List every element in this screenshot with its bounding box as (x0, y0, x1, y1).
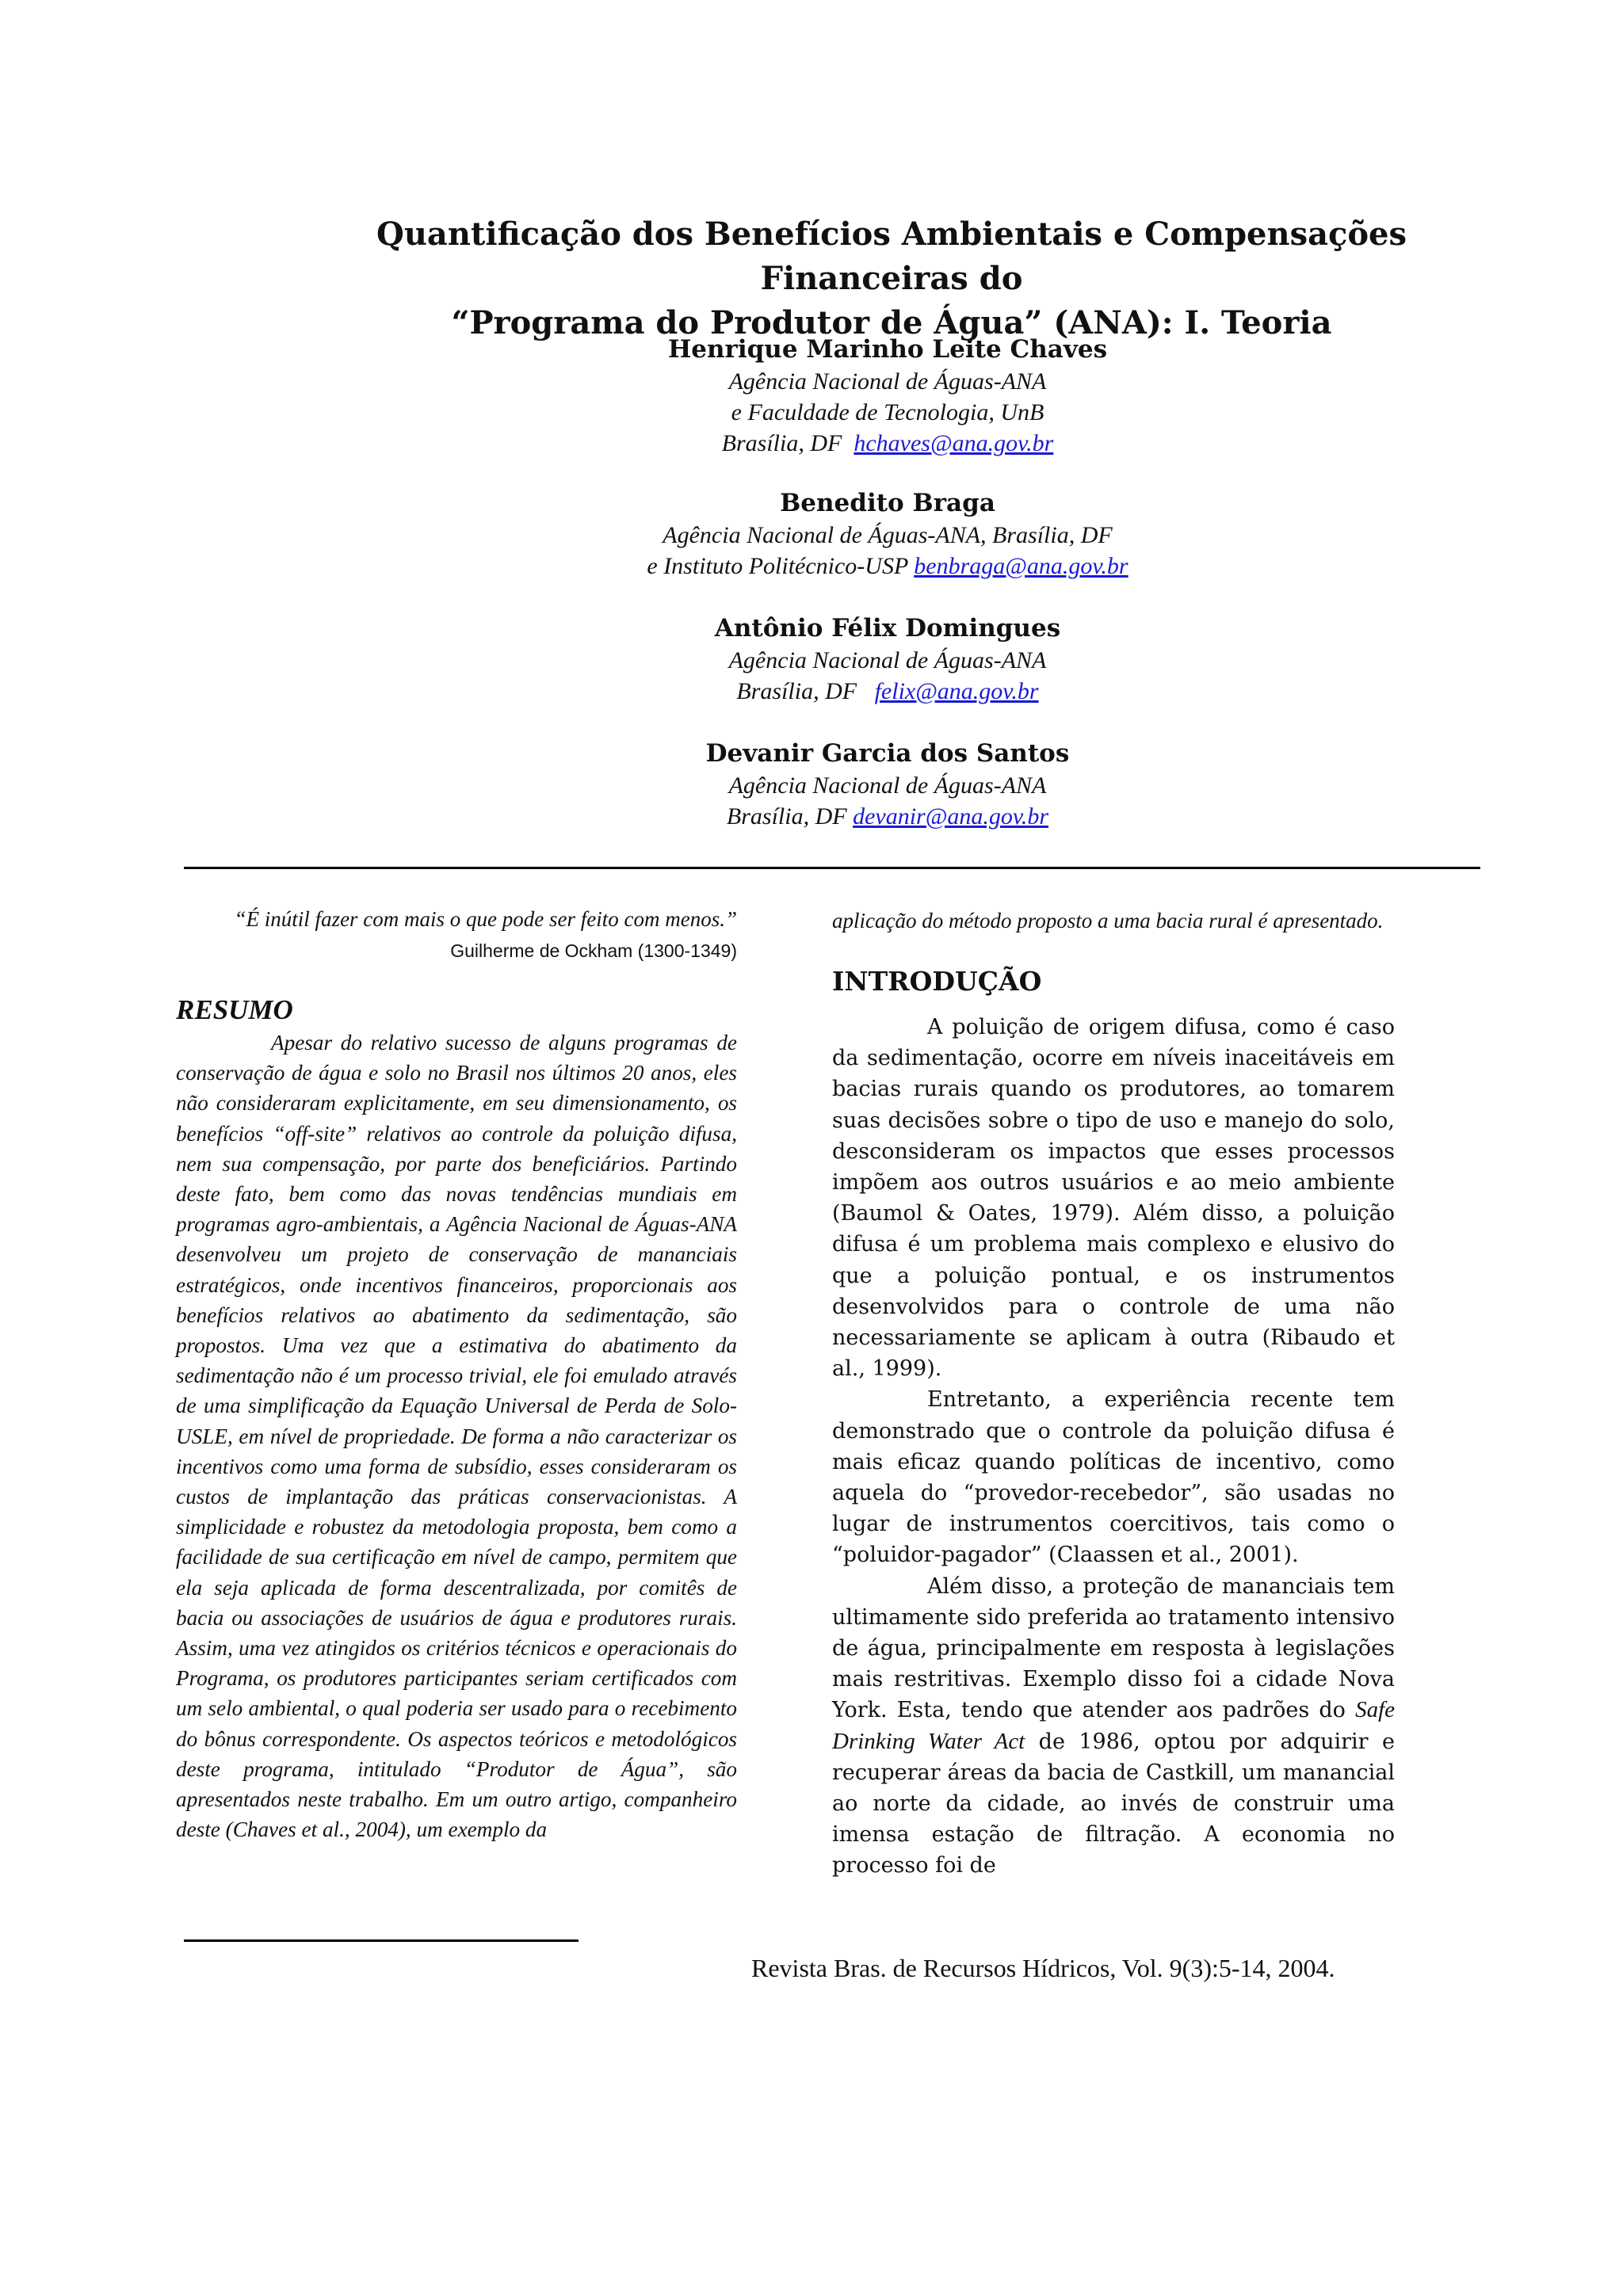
author-email-link[interactable]: felix@ana.gov.br (874, 678, 1039, 704)
resumo-heading: RESUMO (176, 994, 293, 1025)
act-name: Safe Drinking Water Act (832, 1697, 1395, 1754)
author-block (571, 612, 1205, 707)
right-column (832, 906, 1395, 1882)
author-affiliation: Agência Nacional de Águas-ANA (728, 368, 1047, 395)
author-location: Brasília, DF felix@ana.gov.br (736, 678, 1039, 704)
title-line-1: Quantificação dos Benefícios Ambientais e Compensações Financeiras do (376, 215, 1407, 297)
author-email-link[interactable]: hchaves@ana.gov.br (854, 430, 1054, 456)
author-block (571, 737, 1205, 832)
author-location: Brasília, DF devanir@ana.gov.br (726, 803, 1049, 830)
author-block (571, 333, 1205, 459)
author-location: e Instituto Politécnico-USP benbraga@ana.gov.br (647, 553, 1128, 579)
author-name: Antônio Félix Domingues (714, 614, 1061, 643)
author-name: Benedito Braga (780, 489, 995, 517)
author-affiliation: Agência Nacional de Águas-ANA (728, 772, 1047, 799)
epigraph-author: Guilherme de Ockham (1300-1349) (450, 940, 737, 961)
author-affiliation: Agência Nacional de Águas-ANA (728, 647, 1047, 673)
header-divider (184, 867, 1480, 869)
left-column (176, 906, 737, 1844)
author-name: Henrique Marinho Leite Chaves (667, 335, 1108, 364)
author-email-link[interactable]: benbraga@ana.gov.br (914, 553, 1128, 579)
resumo-body: Apesar do relativo sucesso de alguns programas de conservação de água e solo no Brasil nos últimos 20 anos, eles não consideraram explicitamente, em seu dimensionamento, os benefícios “off-site” relativos ao controle da poluição difusa, nem sua compensação, por parte dos beneficiários. Partindo deste fato, bem como das novas tendências mundiais em programas agro-ambientais, a Agência Nacional de Águas-ANA desenvolveu um projeto de conservação de mananciais estratégicos, onde incentivos financeiros, proporcionais aos benefícios relativos ao abatimento da sedimentação, são propostos. Uma vez que a estimativa do abatimento da sedimentação não é um processo trivial, ele foi emulado através de uma simplificação da Equação Universal de Perda de Solo-USLE, em nível de propriedade. De forma a não caracterizar os incentivos como uma forma de subsídio, esses consideraram os custos de implantação das práticas conservacionistas. A simplicidade e robustez da metodologia proposta, bem como a facilidade de sua certificação em nível de campo, permitem que ela seja aplicada de forma descentralizada, por comitês de bacia ou associações de usuários de água e produtores rurais. Assim, uma vez atingidos os critérios técnicos e operacionais do Programa, os produtores participantes seriam certificados com um selo ambiental, o qual poderia ser usado para o recebimento do bônus correspondente. Os aspectos teóricos e metodológicos deste programa, intitulado “Produtor de Água”, são apresentados neste trabalho. Em um outro artigo, companheiro deste (Chaves et al., 2004), um exemplo da (176, 1031, 737, 1842)
epigraph-quote: “É inútil fazer com mais o que pode ser feito com menos.” (234, 907, 737, 931)
author-email-link[interactable]: devanir@ana.gov.br (853, 803, 1049, 830)
journal-citation: Revista Bras. de Recursos Hídricos, Vol. 9(3):5-14, 2004. (751, 1954, 1335, 1982)
title-line-2: “Programa do Produtor de Água” (ANA): I. Teoria (451, 304, 1332, 341)
author-name: Devanir Garcia dos Santos (705, 739, 1070, 768)
introduction-paragraph: Entretanto, a experiência recente tem demonstrado que o controle da poluição difusa é mais eficaz quando políticas de incentivo, como aquela do “provedor-recebedor”, são usadas no lugar de instrumentos coercitivos, tais como o “poluidor-pagador” (Claassen et al., 2001). (832, 1387, 1395, 1568)
author-block (571, 486, 1205, 582)
introduction-paragraph: A poluição de origem difusa, como é caso da sedimentação, ocorre em níveis inaceitáveis em bacias rurais quando os produtores, ao tomarem suas decisões sobre o tipo de uso e manejo do solo, desconsideram os impactos que esses processos impõem aos outros usuários e ao meio ambiente (Baumol & Oates, 1979). Além disso, a poluição difusa é um problema mais complexo e elusivo do que a poluição pontual, e os instrumentos desenvolvidos para o controle de uma não necessariamente se aplicam à outra (Ribaudo et al., 1999). (832, 1015, 1395, 1382)
author-affiliation: e Faculdade de Tecnologia, UnB (731, 399, 1044, 425)
introduction-paragraph: Além disso, a proteção de mananciais tem ultimamente sido preferida ao tratamento intensivo de água, principalmente em resposta à legislações mais restritivas. Exemplo disso foi a cidade Nova York. Esta, tendo que atender aos padrões do Safe Drinking Water Act de 1986, optou por adquirir e recuperar áreas da bacia de Castkill, um manancial ao norte da cidade, ao invés de construir uma imensa estação de filtração. A economia no processo foi de (832, 1573, 1395, 1878)
footnote-divider (184, 1939, 579, 1942)
paper-title (269, 212, 1514, 345)
introduction-heading: INTRODUÇÃO (832, 966, 1042, 997)
author-location: Brasília, DF hchaves@ana.gov.br (721, 430, 1054, 456)
author-affiliation: Agência Nacional de Águas-ANA, Brasília, DF (663, 522, 1113, 548)
resumo-continuation: aplicação do método proposto a uma bacia rural é apresentado. (832, 909, 1384, 933)
